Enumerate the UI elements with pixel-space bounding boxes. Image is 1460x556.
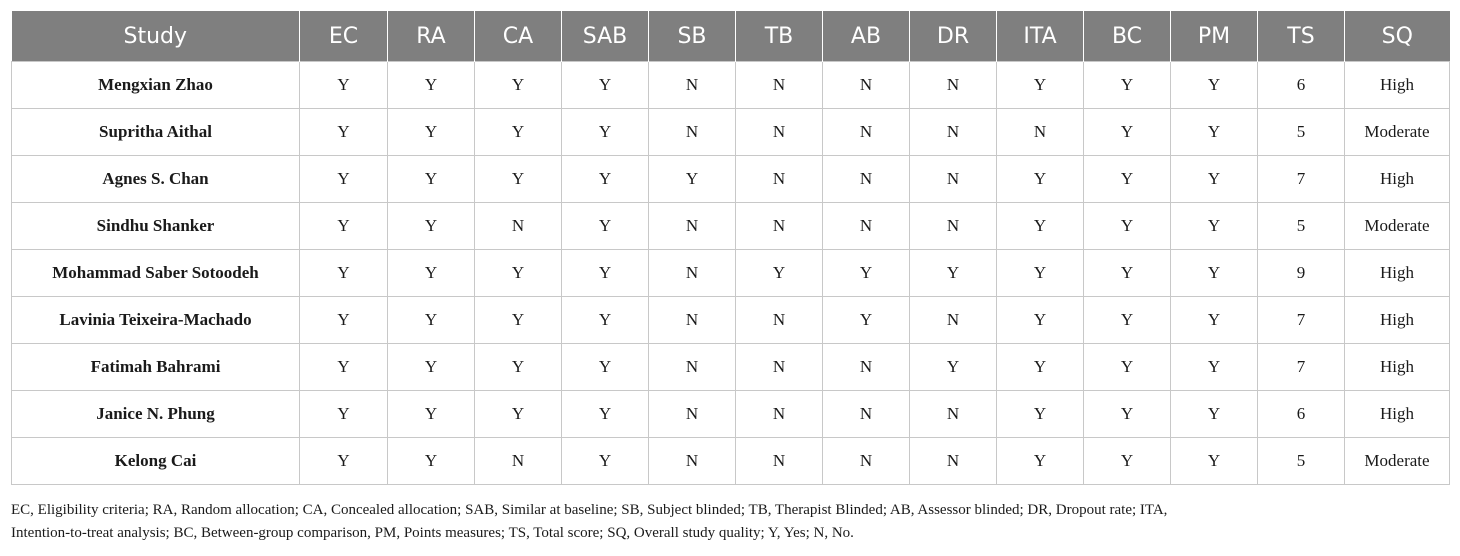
table-cell-sab: Y	[562, 156, 649, 203]
table-cell-ts: 5	[1258, 438, 1345, 485]
table-cell-sq: Moderate	[1345, 438, 1450, 485]
table-cell-bc: Y	[1084, 156, 1171, 203]
table-cell-dr: N	[910, 62, 997, 109]
table-row	[12, 344, 1450, 391]
table-row	[12, 109, 1450, 156]
table-cell-ca: Y	[475, 297, 562, 344]
footnote-line: Intention-to-treat analysis; BC, Between-group comparison, PM, Points measures; TS, Total score; SQ, Overall study quality; Y, Yes; N, No.	[11, 525, 854, 541]
table-cell-sb: N	[649, 203, 736, 250]
table-cell-pm: Y	[1171, 156, 1258, 203]
table-row	[12, 203, 1450, 250]
table-row	[12, 250, 1450, 297]
table-cell-ts: 7	[1258, 344, 1345, 391]
column-header-ca: CA	[475, 11, 562, 62]
table-cell-dr: N	[910, 438, 997, 485]
table-cell-sq: High	[1345, 62, 1450, 109]
table-cell-ab: Y	[823, 297, 910, 344]
table-cell-ab: N	[823, 203, 910, 250]
table-cell-sab: Y	[562, 344, 649, 391]
table-cell-ec: Y	[300, 344, 388, 391]
table-cell-ec: Y	[300, 391, 388, 438]
table-cell-ec: Y	[300, 62, 388, 109]
table-cell-ita: Y	[997, 344, 1084, 391]
table-cell-ra: Y	[388, 62, 475, 109]
table-cell-ra: Y	[388, 156, 475, 203]
table-cell-ra: Y	[388, 203, 475, 250]
table-cell-ec: Y	[300, 438, 388, 485]
table-cell-sb: N	[649, 438, 736, 485]
study-name-cell: Kelong Cai	[12, 438, 300, 485]
table-cell-ita: Y	[997, 62, 1084, 109]
table-cell-ec: Y	[300, 203, 388, 250]
table-cell-ita: N	[997, 109, 1084, 156]
study-name-cell: Sindhu Shanker	[12, 203, 300, 250]
table-cell-sq: High	[1345, 297, 1450, 344]
table-cell-sb: Y	[649, 156, 736, 203]
column-header-ab: AB	[823, 11, 910, 62]
table-cell-sq: High	[1345, 391, 1450, 438]
table-cell-tb: N	[736, 203, 823, 250]
table-cell-tb: N	[736, 62, 823, 109]
table-row	[12, 156, 1450, 203]
table-cell-ab: N	[823, 391, 910, 438]
table-cell-ra: Y	[388, 344, 475, 391]
study-name-cell: Mohammad Saber Sotoodeh	[12, 250, 300, 297]
column-header-sab: SAB	[562, 11, 649, 62]
table-cell-ita: Y	[997, 391, 1084, 438]
table-cell-ca: N	[475, 203, 562, 250]
column-header-tb: TB	[736, 11, 823, 62]
study-name-cell: Fatimah Bahrami	[12, 344, 300, 391]
table-cell-sb: N	[649, 344, 736, 391]
table-cell-dr: N	[910, 109, 997, 156]
table-cell-ita: Y	[997, 438, 1084, 485]
table-cell-ra: Y	[388, 250, 475, 297]
table-row	[12, 391, 1450, 438]
table-cell-bc: Y	[1084, 297, 1171, 344]
table-cell-dr: N	[910, 203, 997, 250]
table-cell-sq: High	[1345, 156, 1450, 203]
column-header-study: Study	[12, 11, 300, 62]
table-cell-tb: Y	[736, 250, 823, 297]
study-name-cell: Lavinia Teixeira-Machado	[12, 297, 300, 344]
table-cell-ab: N	[823, 438, 910, 485]
table-cell-ec: Y	[300, 109, 388, 156]
table-cell-tb: N	[736, 391, 823, 438]
table-cell-ts: 5	[1258, 109, 1345, 156]
table-cell-ita: Y	[997, 203, 1084, 250]
table-cell-dr: Y	[910, 344, 997, 391]
table-cell-pm: Y	[1171, 109, 1258, 156]
table-cell-tb: N	[736, 438, 823, 485]
table-cell-sab: Y	[562, 438, 649, 485]
table-cell-ca: Y	[475, 250, 562, 297]
table-cell-sb: N	[649, 250, 736, 297]
table-cell-sab: Y	[562, 109, 649, 156]
table-cell-pm: Y	[1171, 203, 1258, 250]
column-header-sq: SQ	[1345, 11, 1450, 62]
table-cell-pm: Y	[1171, 62, 1258, 109]
study-name-cell: Agnes S. Chan	[12, 156, 300, 203]
table-cell-ca: Y	[475, 391, 562, 438]
table-cell-ts: 6	[1258, 62, 1345, 109]
table-cell-dr: Y	[910, 250, 997, 297]
table-cell-sq: Moderate	[1345, 109, 1450, 156]
quality-assessment-table	[11, 11, 1450, 485]
table-row	[12, 438, 1450, 485]
table-cell-ita: Y	[997, 297, 1084, 344]
table-cell-pm: Y	[1171, 297, 1258, 344]
table-cell-tb: N	[736, 344, 823, 391]
column-header-ita: ITA	[997, 11, 1084, 62]
column-header-ra: RA	[388, 11, 475, 62]
table-cell-bc: Y	[1084, 391, 1171, 438]
table-cell-pm: Y	[1171, 344, 1258, 391]
table-cell-sab: Y	[562, 62, 649, 109]
table-cell-ca: Y	[475, 156, 562, 203]
table-cell-ts: 5	[1258, 203, 1345, 250]
table-cell-sab: Y	[562, 391, 649, 438]
table-cell-bc: Y	[1084, 344, 1171, 391]
table-cell-ra: Y	[388, 109, 475, 156]
table-cell-sb: N	[649, 297, 736, 344]
table-cell-ra: Y	[388, 297, 475, 344]
column-header-ec: EC	[300, 11, 388, 62]
table-header-row	[12, 11, 1450, 62]
table-cell-tb: N	[736, 156, 823, 203]
table-cell-ab: Y	[823, 250, 910, 297]
table-cell-tb: N	[736, 109, 823, 156]
table-row	[12, 297, 1450, 344]
table-cell-sab: Y	[562, 250, 649, 297]
table-cell-ita: Y	[997, 250, 1084, 297]
column-header-bc: BC	[1084, 11, 1171, 62]
study-name-cell: Janice N. Phung	[12, 391, 300, 438]
table-cell-bc: Y	[1084, 62, 1171, 109]
table-cell-pm: Y	[1171, 438, 1258, 485]
table-cell-ca: Y	[475, 344, 562, 391]
table-cell-ec: Y	[300, 156, 388, 203]
table-cell-tb: N	[736, 297, 823, 344]
table-cell-dr: N	[910, 156, 997, 203]
table-cell-ab: N	[823, 109, 910, 156]
table-cell-ab: N	[823, 344, 910, 391]
study-name-cell: Mengxian Zhao	[12, 62, 300, 109]
table-cell-ab: N	[823, 156, 910, 203]
table-row	[12, 62, 1450, 109]
table-cell-dr: N	[910, 297, 997, 344]
table-cell-ca: N	[475, 438, 562, 485]
table-cell-ts: 7	[1258, 156, 1345, 203]
table-cell-bc: Y	[1084, 250, 1171, 297]
table-cell-ca: Y	[475, 109, 562, 156]
table-cell-sb: N	[649, 109, 736, 156]
table-cell-ts: 9	[1258, 250, 1345, 297]
table-cell-pm: Y	[1171, 391, 1258, 438]
table-cell-ra: Y	[388, 438, 475, 485]
table-cell-bc: Y	[1084, 203, 1171, 250]
table-cell-ab: N	[823, 62, 910, 109]
table-cell-sq: High	[1345, 344, 1450, 391]
study-name-cell: Supritha Aithal	[12, 109, 300, 156]
table-cell-sq: Moderate	[1345, 203, 1450, 250]
footnote-line: EC, Eligibility criteria; RA, Random allocation; CA, Concealed allocation; SAB, Similar at baseline; SB, Subject blinded; TB, Therapist Blinded; AB, Assessor blinded; DR, Dropout rate; ITA,	[11, 502, 1168, 518]
table-cell-sab: Y	[562, 203, 649, 250]
table-cell-ts: 6	[1258, 391, 1345, 438]
column-header-dr: DR	[910, 11, 997, 62]
table-cell-ec: Y	[300, 297, 388, 344]
table-cell-ra: Y	[388, 391, 475, 438]
table-cell-dr: N	[910, 391, 997, 438]
table-cell-pm: Y	[1171, 250, 1258, 297]
table-cell-ec: Y	[300, 250, 388, 297]
table-cell-sb: N	[649, 62, 736, 109]
table-cell-ts: 7	[1258, 297, 1345, 344]
column-header-sb: SB	[649, 11, 736, 62]
table-cell-sab: Y	[562, 297, 649, 344]
table-cell-bc: Y	[1084, 109, 1171, 156]
column-header-pm: PM	[1171, 11, 1258, 62]
table-cell-ca: Y	[475, 62, 562, 109]
table-container	[11, 11, 1449, 485]
table-cell-bc: Y	[1084, 438, 1171, 485]
table-cell-ita: Y	[997, 156, 1084, 203]
table-cell-sb: N	[649, 391, 736, 438]
column-header-ts: TS	[1258, 11, 1345, 62]
table-body	[12, 62, 1450, 485]
table-cell-sq: High	[1345, 250, 1450, 297]
table-footnote	[11, 499, 1451, 545]
